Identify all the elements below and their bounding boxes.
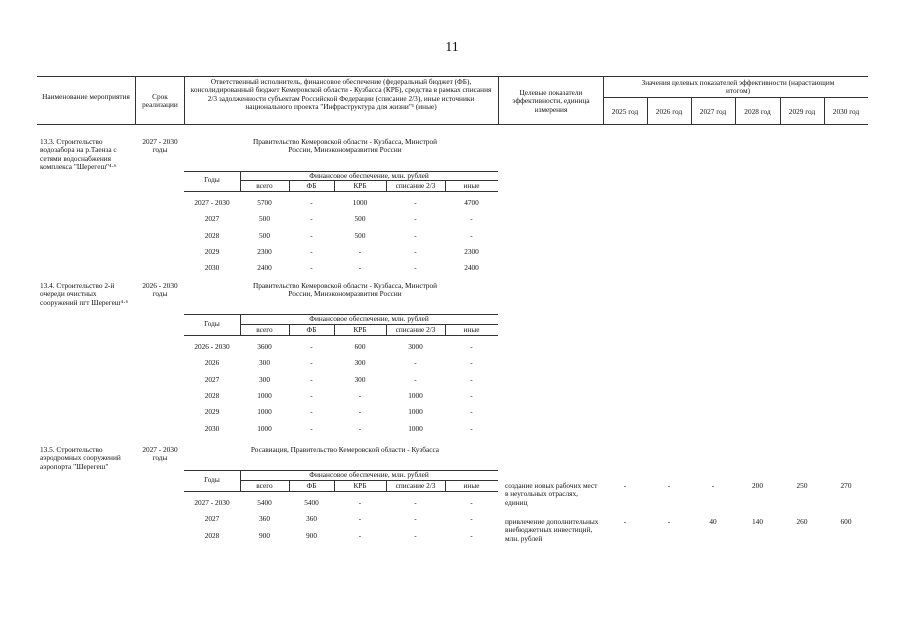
fin-years-label: Годы [204,319,220,328]
fin-row-value: 360 [306,514,317,524]
event-term: 2027 - 2030 годы [142,445,178,463]
fin-row-years: 2026 - 2030 [194,342,230,351]
fin-row-value: 3000 [408,342,423,351]
fin-row-value: - [414,198,417,207]
fin-col: иные [463,181,480,190]
fin-row-value: - [310,407,313,417]
header-year: 2026 год [655,107,683,116]
event-name: 13.4. Строительство 2-й очереди очистных сооружений пгт Шерегеш⁴·⁶ [40,281,129,307]
fin-row-value: 300 [259,358,270,368]
fin-col: всего [256,181,273,190]
fin-row-value: - [358,263,362,273]
target-value: 270 [840,481,852,490]
fin-row-value: - [414,230,417,240]
fin-row-value: 1000 [257,423,272,433]
fin-row-value: 500 [259,214,270,224]
fin-row-value: - [470,374,473,384]
target-value: - [623,517,627,526]
fin-row-years: 2028 [204,530,220,540]
fin-row-value: - [358,246,362,256]
event-responsible: Росавиация, Правительство Кемеровской области - Кузбасса [250,445,440,454]
header-year: 2027 год [699,107,727,116]
target-label: создание новых рабочих мест в неугольных отраслях, единиц [505,481,598,507]
fin-row-years: 2027 - 2030 [194,498,230,507]
fin-row-value: - [414,374,417,384]
fin-col: ФБ [306,325,317,334]
fin-row-value: 500 [259,230,270,240]
fin-row-value: 1000 [352,198,368,207]
fin-row-years: 2027 - 2030 [194,198,230,207]
fin-col: иные [463,481,480,490]
target-value: - [667,481,671,490]
target-value: - [623,481,627,490]
fin-col: ФБ [306,481,317,490]
target-value: 600 [840,517,852,526]
target-value: 250 [796,481,808,490]
fin-row-value: - [310,358,313,368]
fin-col: КРБ [353,181,367,190]
fin-row-value: - [310,342,313,351]
fin-row-value: 5700 [257,198,272,207]
fin-row-value: - [358,530,362,540]
fin-row-value: - [470,498,473,507]
fin-row-value: - [310,230,313,240]
fin-col: списание 2/3 [395,181,436,190]
event-term: 2027 - 2030 годы [142,137,178,155]
fin-row-value: 900 [306,530,317,540]
page-number: 11 [445,40,459,55]
fin-col: ФБ [306,181,317,190]
fin-row-value: - [414,514,417,524]
fin-row-value: - [358,498,362,507]
fin-row-value: 1000 [408,423,423,433]
header-name: Наименование мероприятия [42,92,130,101]
fin-row-value: - [470,358,473,368]
fin-row-value: - [310,390,313,400]
fin-title: Финансовое обеспечение, млн. рублей [309,470,429,479]
header-values: Значения целевых показателей эффективности (нарастающим итогом) [641,78,835,96]
fin-row-value: - [470,530,473,540]
target-value: 140 [752,517,763,526]
target-value: 40 [709,517,717,526]
fin-row-value: 300 [259,374,270,384]
fin-title: Финансовое обеспечение, млн. рублей [309,314,429,323]
fin-row-value: 600 [354,342,366,351]
fin-row-years: 2029 [204,407,220,417]
fin-row-years: 2028 [204,230,220,240]
target-value: 200 [752,481,763,490]
fin-col: КРБ [353,325,367,334]
fin-row-years: 2030 [204,423,220,433]
fin-row-value: - [310,263,313,273]
fin-row-value: 2400 [464,263,479,273]
fin-row-value: - [470,342,473,351]
fin-row-value: 900 [259,530,270,540]
fin-row-value: - [414,246,417,256]
header-targets: Целевые показатели эффективности, единица измерения [512,88,590,114]
fin-row-value: - [470,214,473,224]
header-year: 2030 год [832,107,860,116]
fin-row-value: - [414,530,417,540]
fin-row-value: 300 [354,374,366,384]
fin-col: всего [256,481,273,490]
fin-row-value: 500 [354,214,366,224]
fin-row-value: 360 [259,514,270,524]
fin-row-value: - [414,214,417,224]
fin-row-value: - [310,423,313,433]
fin-row-years: 2028 [204,390,220,400]
fin-row-value: 2400 [257,263,272,273]
fin-row-value: - [358,407,362,417]
fin-row-value: - [358,390,362,400]
header-year: 2029 год [788,107,816,116]
fin-row-value: 1000 [257,390,272,400]
event-responsible: Правительство Кемеровской области - Кузбасса, Минстрой России, Минэкономразвития России [252,281,438,299]
target-value: 260 [796,517,808,526]
fin-row-value: - [470,423,473,433]
fin-row-value: 2300 [464,246,479,256]
fin-row-value: 300 [354,358,366,368]
fin-row-value: 5400 [257,498,272,507]
event-name: 13.3. Строительство водозабора на р.Таенза с сетями водоснабжения комплекса "Шерегеш"⁴·⁶ [40,137,117,172]
fin-row-value: 2300 [257,246,272,256]
fin-row-years: 2030 [204,263,220,273]
header-responsible: Ответственный исполнитель, финансовое обеспечение (федеральный бюджет (ФБ), консолидированный бюджет Кемеровской области - Кузбасса (КРБ), средства в рамках списания 2/3 задолженности субъектам Российской Федерации (списание 2/3), иные источники национального проекта "Инфраструктура для жизни"¹ (иные) [190,77,492,112]
target-value: - [711,481,715,490]
header-year: 2028 год [744,107,771,116]
fin-row-value: 4700 [464,198,479,207]
fin-row-years: 2027 [204,214,220,224]
fin-row-years: 2026 [204,358,220,368]
fin-col: иные [463,325,480,334]
fin-row-value: 1000 [408,407,423,417]
fin-col: списание 2/3 [395,481,436,490]
fin-col: всего [256,325,273,334]
target-value: - [667,517,671,526]
fin-row-value: - [414,263,417,273]
header-year: 2025 год [611,107,639,116]
fin-title: Финансовое обеспечение, млн. рублей [309,171,429,180]
fin-row-value: 500 [354,230,366,240]
fin-row-value: - [310,198,313,207]
fin-row-value: - [310,246,313,256]
event-term: 2026 - 2030 годы [142,281,178,299]
fin-row-value: - [470,230,473,240]
fin-row-value: - [470,514,473,524]
event-name: 13.5. Строительство аэродромных сооружений аэропорта "Шерегеш" [40,445,121,471]
fin-row-value: - [310,374,313,384]
fin-years-label: Годы [204,175,220,184]
fin-years-label: Годы [204,475,220,484]
fin-row-value: 5400 [304,498,319,507]
fin-col: КРБ [353,481,367,490]
header-term: Срок реализации [142,92,178,110]
fin-row-value: - [414,498,417,507]
fin-row-years: 2027 [204,374,220,384]
fin-row-years: 2027 [204,514,220,524]
fin-row-value: - [310,214,313,224]
fin-row-value: 1000 [257,407,272,417]
fin-col: списание 2/3 [395,325,436,334]
fin-row-value: - [470,390,473,400]
fin-row-value: 3600 [257,342,272,351]
fin-row-value: - [358,514,362,524]
fin-row-value: - [470,407,473,417]
fin-row-value: - [358,423,362,433]
target-label: привлечение дополнительных внебюджетных инвестиций, млн. рублей [505,517,599,543]
event-responsible: Правительство Кемеровской области - Кузбасса, Минстрой России, Минэкономразвития России [252,137,438,155]
fin-row-value: - [414,358,417,368]
fin-row-value: 1000 [408,390,423,400]
fin-row-years: 2029 [204,246,220,256]
